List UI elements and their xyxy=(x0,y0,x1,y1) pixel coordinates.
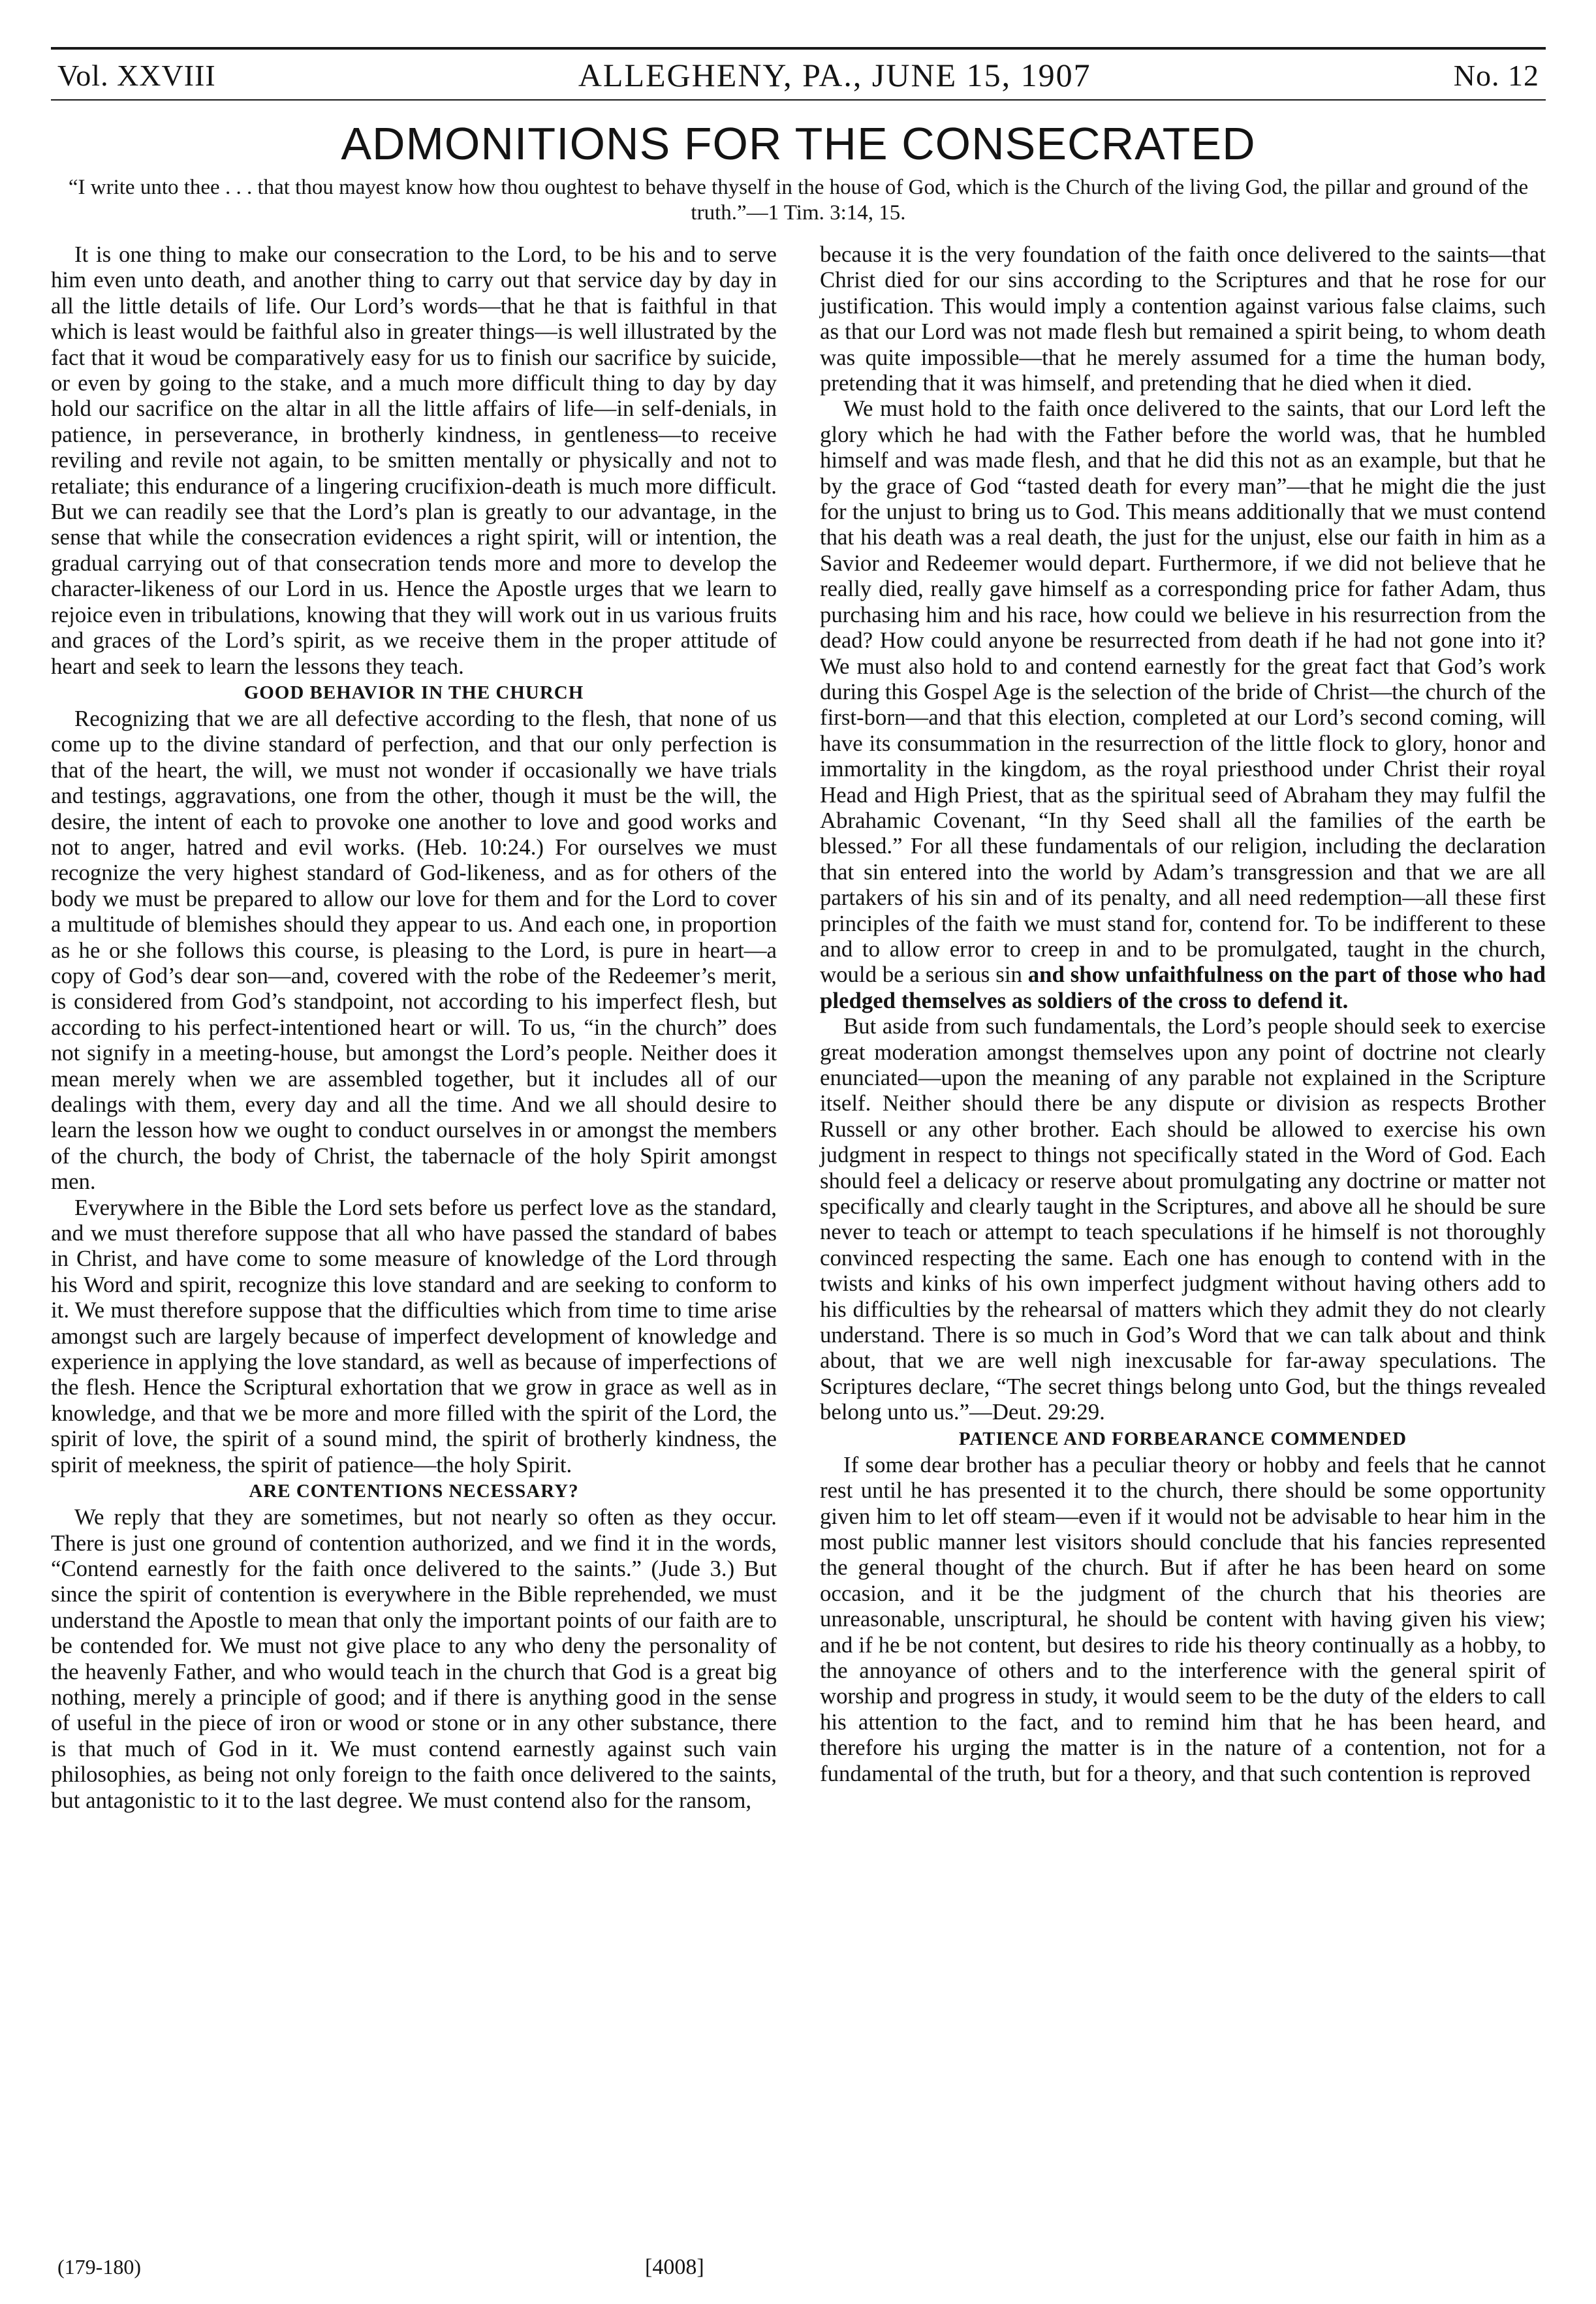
issue-number: No. 12 xyxy=(1453,58,1539,92)
footer-reference: (179-180) xyxy=(57,2255,141,2279)
article-title: ADMONITIONS FOR THE CONSECRATED xyxy=(341,118,1256,169)
paragraph: because it is the very foundation of the faith once delivered to the saints—that Christ died for our sins according to the Scriptures and that he rose for our justification. This would imply a contention against various false claims, such as that our Lord was not made flesh but remained a spirit being, to whom death was quite impossible—that he merely assumed for a time the human body, pretending that it was himself, and pretending that he died when it died. xyxy=(820,242,1546,396)
paragraph: Recognizing that we are all defective according to the flesh, that none of us come up to the divine standard of perfection, and that our only perfection is that of the heart, the will, we must not wonder if occasionally we have trials and testings, aggravations, one from the other, though it must be the will, the desire, the intent of each to provoke one another to love and good works and not to anger, hatred and evil works. (Heb. 10:24.) For ourselves we must recognize the very highest standard of God-likeness, and as for others of the body we must be prepared to allow our love for them and for the Lord to cover a multitude of blemishes should they appear to us. And each one, in proportion as he or she follows this course, is pleasing to the Lord, is pure in heart—a copy of God’s dear son—and, covered with the robe of the Redeemer’s merit, is considered from God’s standpoint, not according to his imperfect flesh, but according to his perfect-intentioned heart or will. To us, “in the church” does not signify in a meeting-house, but amongst the Lord’s people. Neither does it mean merely when we are assembled together, but it includes all of our dealings with them, every day and all the time. And we all should desire to learn the lesson how we ought to conduct ourselves in or amongst the members of the church, the body of Christ, the tabernacle of the holy Spirit amongst men. xyxy=(51,705,777,1195)
volume-label: Vol. XXVIII xyxy=(57,58,216,92)
paragraph: If some dear brother has a peculiar theory or hobby and feels that he cannot rest until he has presented it to the church, there should be some opportunity given him to let off steam—even if it would not be advisable to hear him in the most public manner lest visitors should conclude that his fancies represented the general thought of the church. But if after he has been heard on some occasion, and it be the judgment of the church that his theories are unreasonable, unscriptural, he should be content with having given his view; and if he be not content, but desires to ride his theory continually as a hobby, to the annoyance of others and to the interference with the general spirit of worship and progress in study, it would seem to be the duty of the elders to call his attention to the fact, and to remind him that he has been heard, and therefore his urging the matter is in the nature of a contention, not for a fundamental of the truth, but for a theory, and that such contention is reproved xyxy=(820,1451,1546,1786)
article-columns xyxy=(51,242,1546,1813)
left-column xyxy=(51,242,777,1813)
paragraph xyxy=(820,396,1546,1013)
paragraph: It is one thing to make our consecration to the Lord, to be his and to serve him even unto death, and another thing to carry out that service day by day in all the little details of life. Our Lord’s words—that he that is faithful in that which is least would be faithful also in greater things—is well illustrated by the fact that it woud be comparatively easy for us to finish our sacrifice by suicide, or even by going to the stake, and a much more difficult thing to day by day hold our sacrifice on the altar in all the little affairs of life—in self-denials, in patience, in perseverance, in brotherly kindness, in gentleness—to receive reviling and revile not again, to be smitten mentally or physically and not to retaliate; this endurance of a lingering crucifixion-death is much more difficult. But we can readily see that the Lord’s plan is greatly to our advantage, in the sense that while the consecration evidences a right spirit, will or intention, the gradual carrying out of that consecration tends more and more to develop the character-likeness of our Lord in us. Hence the Apostle urges that we learn to rejoice even in tribulations, knowing that they will work out in us various fruits and graces of the Lord’s spirit, as we receive them in the proper attitude of heart and seek to learn the lessons they teach. xyxy=(51,242,777,679)
page-footer xyxy=(51,2255,1546,2280)
section-heading: GOOD BEHAVIOR IN THE CHURCH xyxy=(243,682,584,703)
paragraph: But aside from such fundamentals, the Lord’s people should seek to exercise great moderation amongst themselves upon any point of doctrine not clearly enunciated—upon the meaning of any parable not explained in the Scripture itself. Neither should there be any dispute or division as respects Brother Russell or any other brother. Each should be allowed to exercise his own judgment in respect to things not specifically stated in the Word of God. Each should feel a delicacy or reserve about promulgating any doctrine or matter not specifically and clearly taught in the Scriptures, and above all he should be sure never to teach or attempt to teach speculations if he himself is not thoroughly convinced respecting the same. Each one has enough to contend with in the twists and kinks of his own imperfect judgment without having others add to his difficulties by the rehearsal of matters which they admit they do not clearly understand. There is so much in God’s Word that we can talk about and think about, that we are well nigh inexcusable for far-away speculations. The Scriptures declare, “The secret things belong unto God, but the things revealed belong unto us.”—Deut. 29:29. xyxy=(820,1013,1546,1425)
epigraph: “I write unto thee . . . that thou mayest know how thou oughtest to behave thyself in the house of God, which is the Church of the living God, the pillar and ground of the truth.”—1 Tim. 3:14, 15. xyxy=(68,176,1529,225)
paragraph: We reply that they are sometimes, but not nearly so often as they occur. There is just one ground of contention authorized, and we find it in the words, “Contend earnestly for the faith once delivered to the saints.” (Jude 3.) But since the spirit of contention is everywhere in the Bible reprehended, we must understand the Apostle to mean that only the important points of our faith are to be contended for. We must not give place to any who deny the personality of the heavenly Father, and who would teach in the church that God is a great big nothing, merely a principle of good; and if there is anything good in the sense of useful in the piece of iron or wood or stone or in any other substance, there is that much of God in it. We must contend earnestly against such vain philosophies, as being not only foreign to the faith once delivered to the saints, but antagonistic to it to the last degree. We must contend also for the ransom, xyxy=(51,1504,777,1813)
page-number: [4008] xyxy=(645,2255,704,2279)
paragraph: Everywhere in the Bible the Lord sets before us perfect love as the standard, and we must therefore suppose that all who have passed the standard of babes in Christ, and have come to some measure of knowledge of the Lord through his Word and spirit, recognize this love standard and are seeking to conform to it. We must therefore suppose that the difficulties which from time to time arise amongst such are largely because of imperfect development of knowledge and experience in applying the love standard, as well as because of imperfections of the flesh. Hence the Scriptural exhortation that we grow in grace as well as in knowledge, and that we be more and more filled with the spirit of the Lord, the spirit of love, the spirit of a sound mind, the spirit of brotherly kindness, the spirit of meekness, the spirit of patience—the holy Spirit. xyxy=(51,1194,777,1477)
bold-text: and show unfaithfulness on the part of those who had pledged themselves as soldiers of the cross to defend it. xyxy=(820,962,1546,1013)
newspaper-page xyxy=(51,47,1546,2280)
masthead xyxy=(51,50,1546,99)
masthead-rule xyxy=(51,99,1546,101)
right-column xyxy=(820,242,1546,1813)
section-heading: ARE CONTENTIONS NECESSARY? xyxy=(249,1481,579,1502)
section-heading: PATIENCE AND FORBEARANCE COMMENDED xyxy=(958,1428,1407,1449)
dateline: ALLEGHENY, PA., JUNE 15, 1907 xyxy=(578,57,1091,93)
paragraph-text: We must hold to the faith once delivered to the saints, that our Lord left the glory which he had with the Father before the world was, that he humbled himself and was made flesh, and that he did this not as an example, but that he by the grace of God “tasted death for every man”—that he might die the just for the unjust to bring us to God. This means additionally that we must contend that his death was a real death, the just for the unjust, else our faith in him as a Savior and Redeemer would depart. Furthermore, if we did not believe that he really died, really gave himself as a corresponding price for father Adam, thus purchasing him and his race, how could we believe in his resurrection from the dead? How could anyone be resurrected from death if he had not gone into it? We must also hold to and contend earnestly for the great fact that God’s work during this Gospel Age is the selection of the bride of Christ—the church of the first-born—and that this election, completed at our Lord’s second coming, will have its consummation in the resurrection of the little flock to glory, honor and immortality in the kingdom, as the royal priesthood under Christ their royal Head and High Priest, that as the spiritual seed of Abraham they may fulfil the Abrahamic Covenant, “In thy Seed shall all the families of the earth be blessed.” For all these fundamentals of our religion, including the declaration that sin entered into the world by Adam’s transgression and that we are all partakers of his sin and of its penalty, and all need redemption—all these first principles of the faith we must stand for, contend for. To be indifferent to these and to allow error to creep in and to be promulgated, taught in the church, would be a serious sin xyxy=(820,396,1546,988)
